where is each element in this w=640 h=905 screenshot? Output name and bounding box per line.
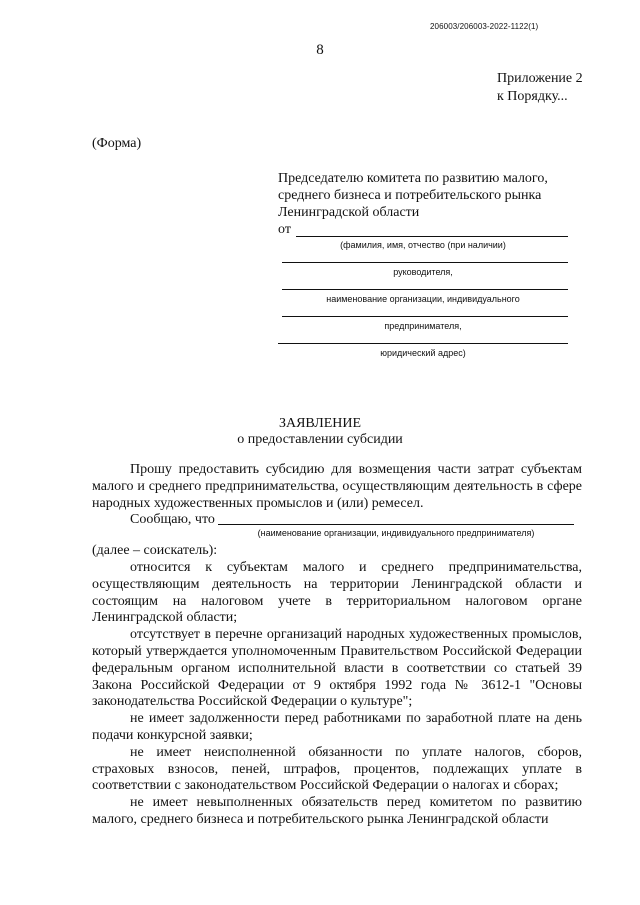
appendix-line-1: Приложение 2 — [497, 71, 583, 86]
condition-no-obligations: не имеет невыполненных обязательств перед комитетом по развитию малого, среднего бизнеса и потребительского рынка Ленинградской области — [92, 795, 582, 827]
addressee-line-3: Ленинградской области — [278, 205, 420, 220]
addressee-block — [278, 170, 548, 221]
from-fill-line[interactable] — [296, 236, 568, 237]
fill-line-2[interactable] — [282, 262, 568, 263]
addressee-line-2: среднего бизнеса и потребительского рынка — [278, 188, 542, 203]
caption-entrepreneur: предпринимателя, — [384, 321, 462, 331]
applicant-line: (далее – соискатель): — [92, 543, 218, 558]
condition-no-salary-debt: не имеет задолженности перед работниками по заработной плате на день подачи конкурсной заявки; — [92, 711, 582, 743]
caption-head: руководителя, — [393, 267, 453, 277]
fill-line-4[interactable] — [282, 316, 568, 317]
addressee-line-1: Председателю комитета по развитию малого, — [278, 171, 548, 186]
statement-subtitle: о предоставлении субсидии — [237, 432, 403, 447]
body-paragraph-1 — [92, 462, 582, 512]
inform-prefix: Сообщаю, что — [130, 512, 215, 527]
condition-sme: относится к субъектам малого и среднего предпринимательства, осуществляющим деятельность на территории Ленинградской области и состоящим на налоговом учете в территориальном налоговом органе Ленинградской области; — [92, 560, 582, 626]
from-row — [278, 222, 568, 240]
inform-caption: (наименование организации, индивидуального предпринимателя) — [257, 528, 535, 538]
appendix-reference — [497, 70, 583, 106]
document-code: 206003/206003-2022-1122(1) — [430, 22, 539, 31]
from-label: от — [278, 222, 291, 237]
applicant-line-wrap — [92, 543, 582, 560]
inform-fill-line[interactable] — [218, 524, 574, 525]
body-conditions — [92, 560, 582, 829]
appendix-line-2: к Порядку... — [497, 89, 568, 104]
condition-not-in-list: отсутствует в перечне организаций народных художественных промыслов, который утверждается уполномоченным Правительством Российской Федерации федеральным органом исполнительной власти в соответствии со статьей 39 Закона Российской Федерации от 9 октября 1992 года № 3612-1 "Основы законодательства Российской Федерации о культуре"; — [92, 627, 582, 710]
fill-line-3[interactable] — [282, 289, 568, 290]
condition-no-tax-debt: не имеет неисполненной обязанности по уплате налогов, сборов, страховых взносов, пеней, штрафов, процентов, подлежащих уплате в соответствии с законодательством Российской Федерации о налогах и сборах; — [92, 744, 582, 794]
fill-line-5[interactable] — [278, 343, 568, 344]
caption-legal-address: юридический адрес) — [380, 348, 466, 358]
statement-title: ЗАЯВЛЕНИЕ — [278, 416, 362, 431]
page-number: 8 — [316, 42, 324, 58]
request-paragraph: Прошу предоставить субсидию для возмещения части затрат субъектам малого и среднего предпринимательства, осуществляющим деятельность в сфере народных художественных промыслов и (или) ремесел. — [92, 462, 582, 511]
form-label: (Форма) — [92, 136, 142, 151]
caption-org-name: наименование организации, индивидуального — [326, 294, 520, 304]
caption-fio: (фамилия, имя, отчество (при наличии) — [340, 240, 506, 250]
